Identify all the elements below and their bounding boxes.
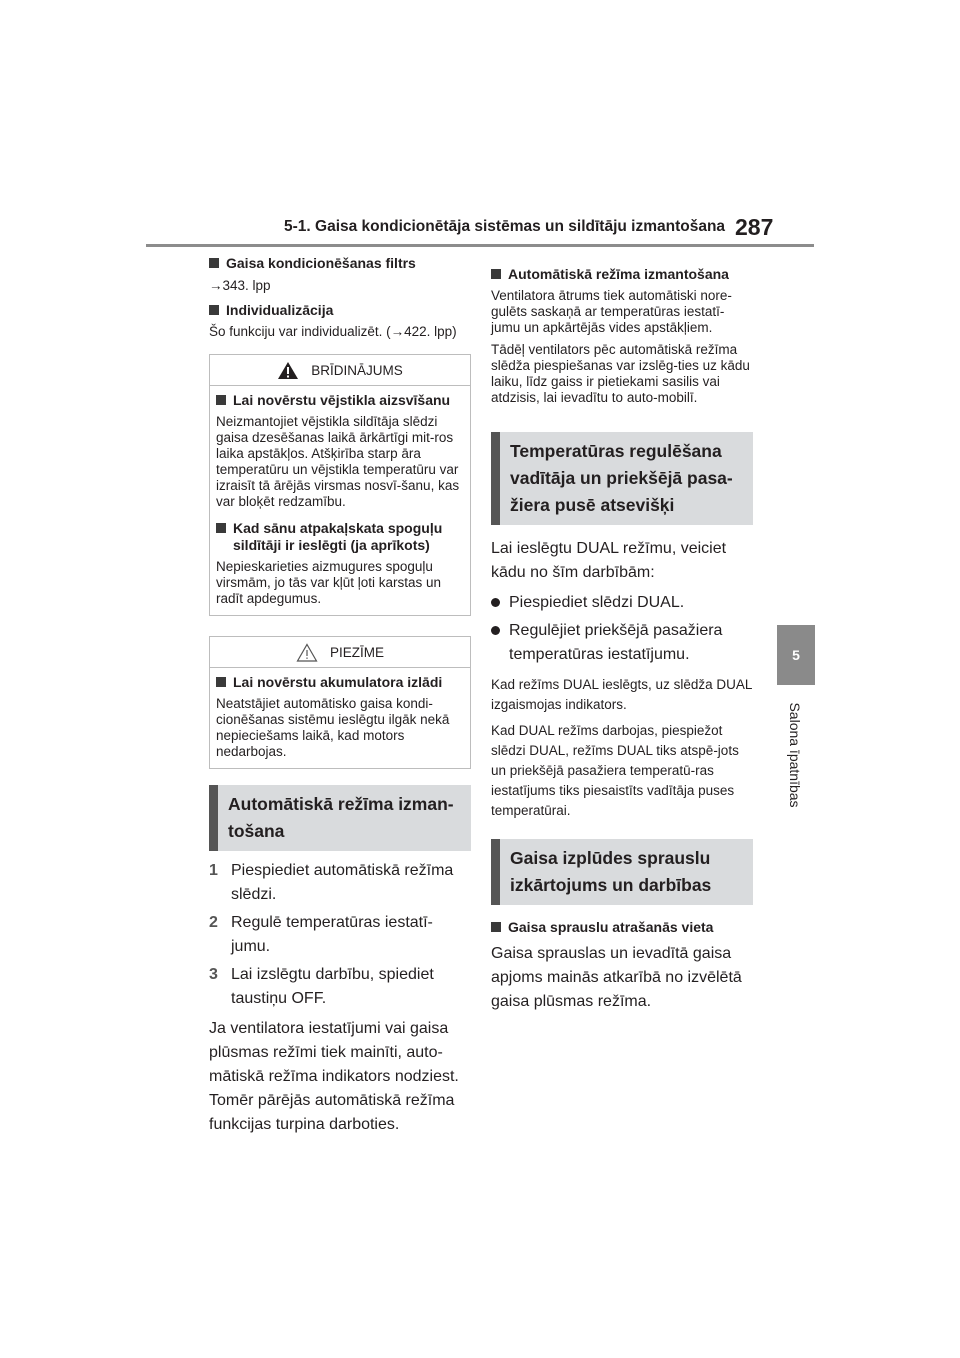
dual-note-1: Kad režīms DUAL ieslēgts, uz slēdža DUAL izgaismojas indikators. xyxy=(491,677,752,712)
warning-header xyxy=(210,355,470,386)
auto-use-para-2: Tādēļ ventilators pēc automātiskā režīma slēdža piespiešanas var izslēg-ties uz kādu laiku, līdz gaiss ir pietiekami sasilis vai atdzisis, lai ievadītu to auto-mobilī. xyxy=(491,342,750,405)
vents-section-title: Gaisa izplūdes sprauslu izkārtojums un darbības xyxy=(491,839,753,905)
dual-note-2: Kad DUAL režīms darbojas, piespiežot slēdzi DUAL, režīms DUAL tiks atspē-jots un priekšējā pasažiera temperatū-ras iestatījums tiks piesaistīts vadītāja puses temperatūrai. xyxy=(491,723,739,818)
step-item xyxy=(209,859,471,907)
vents-subheading: Gaisa sprauslu atrašanās vieta xyxy=(491,919,753,936)
chapter-label xyxy=(780,690,810,820)
filter-heading: Gaisa kondicionēšanas filtrs xyxy=(209,255,471,272)
warning-triangle-icon xyxy=(277,361,299,380)
step-number: 1 xyxy=(209,862,218,879)
warning-box xyxy=(209,354,471,616)
customization-heading: Individualizācija xyxy=(209,302,471,319)
filter-ref: →343. lpp xyxy=(209,278,271,293)
left-column xyxy=(209,252,471,1137)
auto-use-heading: Automātiskā režīma izmantošana xyxy=(491,266,753,283)
auto-mode-steps xyxy=(209,859,471,1011)
warning-item-heading: Kad sānu atpakaļskata spoguļu sildītāji ir ieslēgti (ja aprīkots) xyxy=(216,520,464,554)
note-header xyxy=(210,637,470,668)
running-header-title: 5-1. Gaisa kondicionētāja sistēmas un sildītāju izmantošana xyxy=(284,218,726,235)
bullet-text: Regulējiet priekšējā pasažiera temperatūras iestatījumu. xyxy=(509,622,723,663)
header-divider xyxy=(146,244,814,247)
bullet-dot-icon xyxy=(491,598,500,607)
bullet-dot-icon xyxy=(491,626,500,635)
temperature-intro: Lai ieslēgtu DUAL režīmu, veiciet kādu no šīm darbībām: xyxy=(491,540,727,581)
bullet-item xyxy=(491,619,753,667)
page-number: 287 xyxy=(735,214,774,240)
warning-item-heading: Lai novērstu vējstikla aizsvīšanu xyxy=(216,392,464,409)
note-item-text: Neatstājiet automātisko gaisa kondi-cionēšanas sistēmu ieslēgtu ilgāk nekā nepieciešams laikā, kad motors nedarbojas. xyxy=(216,696,450,759)
step-text: Regulē temperatūras iestatī-jumu. xyxy=(231,914,433,955)
note-item-heading: Lai novērstu akumulatora izlādi xyxy=(216,674,464,691)
auto-mode-section-title: Automātiskā režīma izman-tošana xyxy=(209,785,471,851)
warning-title: BRĪDINĀJUMS xyxy=(311,362,403,378)
bullet-text: Piespiediet slēdzi DUAL. xyxy=(509,594,685,611)
step-text: Lai izslēgtu darbību, spiediet taustiņu OFF. xyxy=(231,966,434,1007)
bullet-item xyxy=(491,591,753,615)
right-column xyxy=(491,266,753,1014)
note-body xyxy=(210,668,470,768)
auto-use-para-1: Ventilatora ātrums tiek automātiski nore-gulēts saskaņā ar temperatūras iestatī-jumu un apkārtējās vides apstākļiem. xyxy=(491,288,732,335)
note-title: PIEZĪME xyxy=(329,644,384,660)
auto-mode-paragraph: Ja ventilatora iestatījumi vai gaisa plūsmas režīmi tiek mainīti, auto-mātiskā režīma indikators nodziest. Tomēr pārējās automātiskā režīma funkcijas turpina darboties. xyxy=(209,1020,459,1133)
chapter-label-text: Salona īpatnības xyxy=(787,702,803,808)
step-item xyxy=(209,963,471,1011)
caution-triangle-icon xyxy=(296,643,318,662)
step-number: 2 xyxy=(209,914,218,931)
vents-paragraph: Gaisa sprauslas un ievadītā gaisa apjoms mainās atkarībā no izvēlētā gaisa plūsmas režīma. xyxy=(491,945,742,1010)
step-item xyxy=(209,911,471,959)
step-text: Piespiediet automātiskā režīma slēdzi. xyxy=(231,862,454,903)
temperature-section-title: Temperatūras regulēšana vadītāja un priekšējā pasa-žiera pusē atsevišķi xyxy=(491,432,753,525)
warning-item-text: Neizmantojiet vējstikla sildītāja slēdzi gaisa dzesēšanas laikā ārkārtīgi mit-ros laika apstākļos. Atšķirība starp āra temperatūru un vējstikla temperatūru var izraisīt tā ārējās virsmas nosvī-šanu, kas var bloķēt redzamību. xyxy=(216,414,460,509)
chapter-number: 5 xyxy=(792,647,800,663)
customization-text: Šo funkciju var individualizēt. (→422. lpp) xyxy=(209,324,457,339)
warning-body xyxy=(210,386,470,615)
chapter-tab xyxy=(777,625,815,685)
step-number: 3 xyxy=(209,966,218,983)
warning-item-text: Nepieskarieties aizmugures spoguļu virsmām, jo tās var kļūt ļoti karstas un radīt apdegumus. xyxy=(216,559,442,606)
note-box xyxy=(209,636,471,769)
